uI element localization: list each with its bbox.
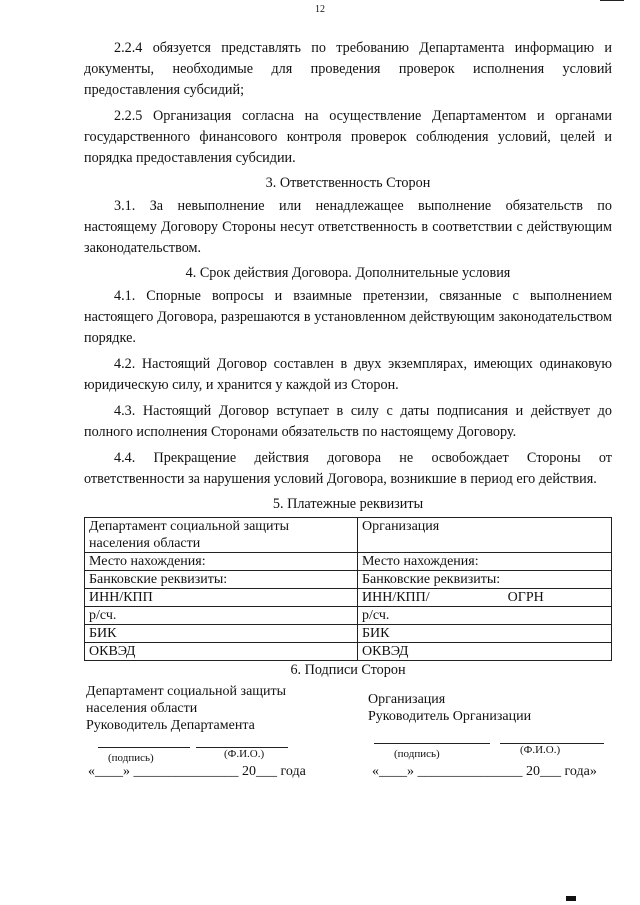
right-head-title: Руководитель Организации xyxy=(368,709,532,724)
paragraph-4-1: 4.1. Спорные вопросы и взаимные претензии, связанные с выполнением настоящего Договора, разрешаются в установленном действующим законодательством порядке. xyxy=(84,288,612,346)
left-bik-cell: БИК xyxy=(85,625,358,643)
table-row xyxy=(85,643,612,661)
right-ogrn-label: ОГРН xyxy=(507,590,544,605)
table-row xyxy=(85,518,612,553)
table-row xyxy=(85,607,612,625)
paragraph-3-1: 3.1. За невыполнение или ненадлежащее выполнение обязательств по настоящему Договору Стороны несут ответственность в соответствии с действующим законодательством. xyxy=(84,198,612,256)
left-signature-rule xyxy=(98,747,190,748)
right-name-caption: (Ф.И.О.) xyxy=(520,744,561,756)
right-bank-cell: Банковские реквизиты: xyxy=(358,571,612,589)
table-row xyxy=(85,553,612,571)
right-signature-caption: (подпись) xyxy=(394,748,440,760)
left-org-line-1: Департамент социальной защиты xyxy=(86,684,287,699)
left-okved-cell: ОКВЭД xyxy=(85,643,358,661)
paragraph-4-3: 4.3. Настоящий Договор вступает в силу с даты подписания и действует до полного исполнения Сторонами обязательств по настоящему Договору. xyxy=(84,403,612,440)
left-name-caption: (Ф.И.О.) xyxy=(224,748,265,760)
left-bank-cell: Банковские реквизиты: xyxy=(85,571,358,589)
paragraph-4-4: 4.4. Прекращение действия договора не освобождает Стороны от ответственности за нарушения условий Договора, возникшие в период его действия. xyxy=(84,450,612,487)
top-corner-mark xyxy=(600,0,624,1)
section-3-heading: 3. Ответственность Сторон xyxy=(265,175,431,191)
table-row xyxy=(85,589,612,607)
left-account-cell: р/сч. xyxy=(85,607,358,625)
left-signature-caption: (подпись) xyxy=(108,752,154,764)
right-inn-cell xyxy=(358,589,612,607)
table-row xyxy=(85,625,612,643)
table-row xyxy=(85,571,612,589)
right-signature-rule xyxy=(374,743,490,744)
section-4-heading: 4. Срок действия Договора. Дополнительные условия xyxy=(185,265,511,281)
paragraph-4-2: 4.2. Настоящий Договор составлен в двух экземплярах, имеющих одинаковую юридическую силу, и хранится у каждой из Сторон. xyxy=(84,356,612,393)
page-number: 12 xyxy=(315,4,325,15)
left-inn-cell: ИНН/КПП xyxy=(85,589,358,607)
right-org-cell: Организация xyxy=(358,518,612,553)
paragraph-2-2-5: 2.2.5 Организация согласна на осуществление Департаментом и органами государственного финансового контроля проверок соблюдения условий, целей и порядка предоставления субсидии. xyxy=(84,108,612,166)
document-body xyxy=(84,38,612,803)
section-5-heading: 5. Платежные реквизиты xyxy=(272,496,424,512)
left-org-line-2: населения области xyxy=(86,701,198,716)
left-date-line: «____» _______________ 20___ года xyxy=(88,764,306,779)
right-org-title: Организация xyxy=(368,692,446,707)
left-head-title: Руководитель Департамента xyxy=(86,718,255,733)
left-org-cell: Департамент социальной защиты населения области xyxy=(85,518,358,553)
payment-details-table xyxy=(84,517,612,661)
bottom-corner-mark xyxy=(566,896,576,901)
paragraph-2-2-4: 2.2.4 обязуется представлять по требованию Департамента информацию и документы, необходимые для проведения проверок исполнения условий предоставления субсидий; xyxy=(84,40,612,98)
right-inn-label: ИНН/КПП/ xyxy=(362,590,430,605)
right-okved-cell: ОКВЭД xyxy=(358,643,612,661)
right-bik-cell: БИК xyxy=(358,625,612,643)
left-location-cell: Место нахождения: xyxy=(85,553,358,571)
section-6-heading: 6. Подписи Сторон xyxy=(290,662,406,678)
right-location-cell: Место нахождения: xyxy=(358,553,612,571)
right-date-line: «____» _______________ 20___ года» xyxy=(372,764,597,779)
signatures-area xyxy=(84,683,612,803)
right-account-cell: р/сч. xyxy=(358,607,612,625)
